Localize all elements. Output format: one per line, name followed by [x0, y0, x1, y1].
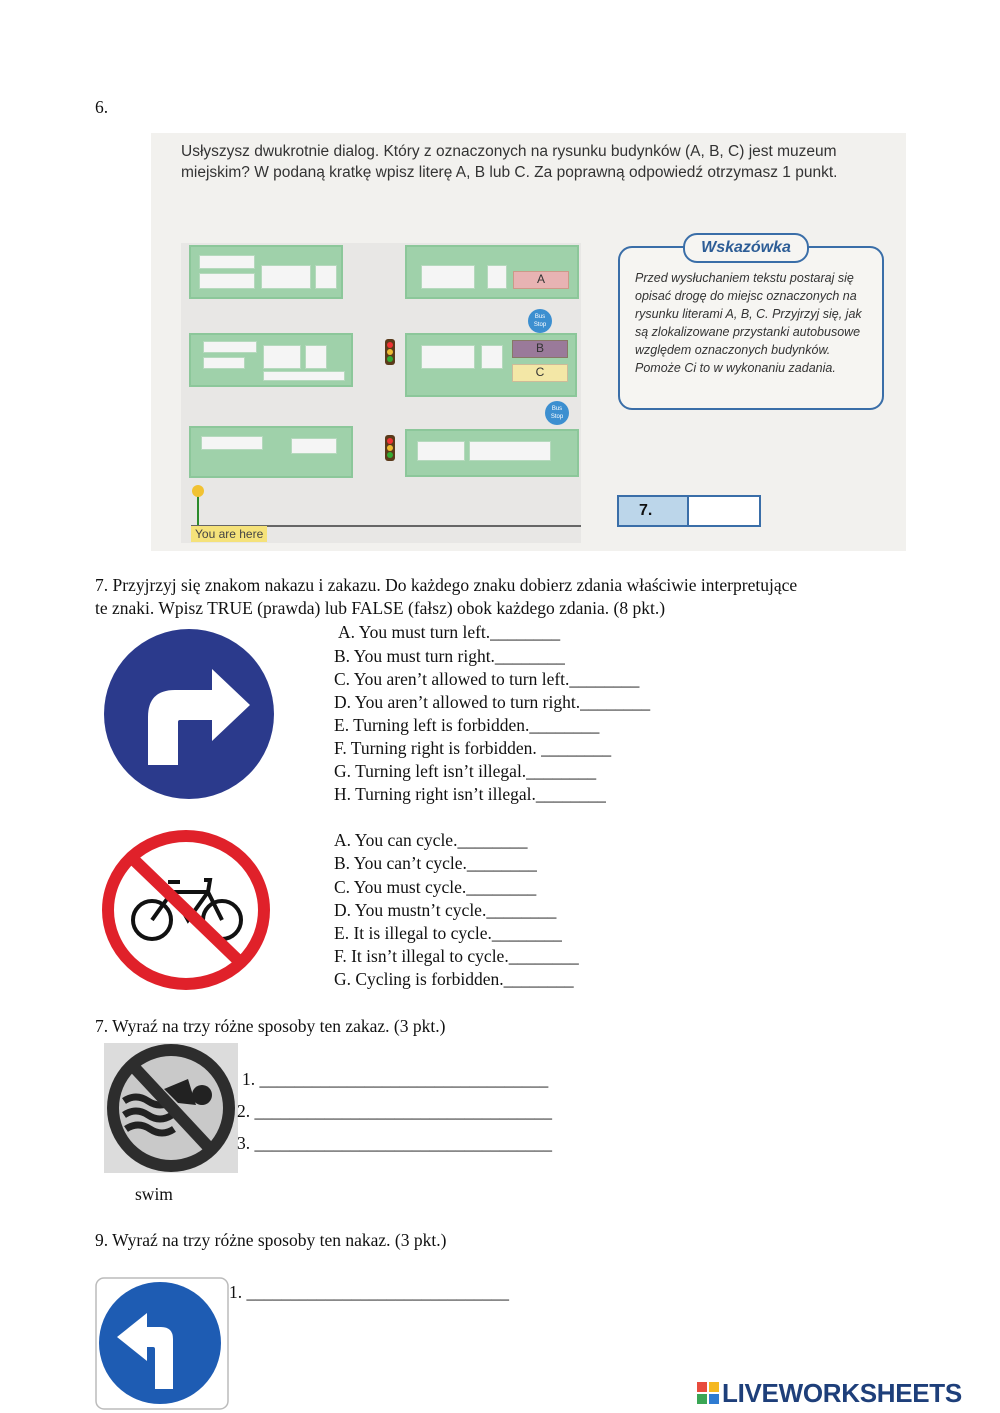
sentence[interactable]: H. Turning right isn’t illegal.________ — [334, 784, 606, 804]
liveworksheets-logo — [697, 1378, 962, 1409]
building-block — [189, 245, 343, 299]
answer-line-1[interactable]: 1. _________________________________ — [242, 1069, 549, 1089]
answer-line-2[interactable]: 2. __________________________________ — [237, 1101, 552, 1121]
sentence[interactable]: G. Cycling is forbidden.________ — [334, 969, 574, 989]
traffic-light-icon — [385, 339, 395, 365]
building-c-label: C — [512, 364, 568, 382]
question-9-instruction: 9. Wyraź na trzy różne sposoby ten nakaz. (3 pkt.) — [95, 1230, 447, 1250]
sentence[interactable]: F. It isn’t illegal to cycle.________ — [334, 946, 579, 966]
no-cycling-sign-icon — [100, 828, 272, 992]
no-swimming-sign-icon — [104, 1043, 238, 1173]
you-are-here-label: You are here — [191, 526, 267, 542]
question-7-instruction-line1: 7. Przyjrzyj się znakom nakazu i zakazu. Do każdego znaku dobierz zdania właściwie interpretujące — [95, 575, 798, 595]
hint-text: Przed wysłuchaniem tekstu postaraj się opisać drogę do miejsc oznaczonych na rysunku literami A, B, C. Przyjrzyj się, jak są zlokalizowane przystanki autobusowe względem oznaczonych budynków. Pomoże Ci to w wykonaniu zadania. — [635, 271, 862, 375]
logo-text: LIVEWORKSHEETS — [722, 1378, 962, 1408]
building-block — [405, 429, 579, 477]
turn-right-sign-icon — [100, 625, 278, 803]
sentence[interactable]: C. You must cycle.________ — [334, 877, 537, 897]
answer-line-3[interactable]: 3. __________________________________ — [237, 1133, 552, 1153]
sentence[interactable]: D. You aren’t allowed to turn right.________ — [334, 692, 651, 712]
building-b-label: B — [512, 340, 568, 358]
building-a-label: A — [513, 271, 569, 289]
sentence[interactable]: A. You must turn left.________ — [338, 622, 561, 642]
building-block — [189, 333, 353, 387]
logo-tiles-icon — [697, 1382, 719, 1404]
sentence[interactable]: B. You must turn right.________ — [334, 646, 565, 666]
question-8-instruction: 7. Wyraź na trzy różne sposoby ten zakaz. (3 pkt.) — [95, 1016, 446, 1036]
sentence[interactable]: E. It is illegal to cycle.________ — [334, 923, 562, 943]
map-exercise-photo — [151, 133, 906, 551]
sentence[interactable]: G. Turning left isn’t illegal.________ — [334, 761, 597, 781]
bus-stop-icon: Bus Stop — [545, 401, 569, 425]
hint-title: Wskazówka — [683, 233, 809, 263]
answer-box-number: 7. — [619, 497, 689, 525]
question-6-number: 6. — [95, 97, 109, 117]
building-block — [189, 426, 353, 478]
question-7-instruction-line2: te znaki. Wpisz TRUE (prawda) lub FALSE (fałsz) obok każdego zdania. (8 pkt.) — [95, 598, 666, 618]
answer-line-1[interactable]: 1. ______________________________ — [229, 1282, 509, 1302]
sentence[interactable]: C. You aren’t allowed to turn left.________ — [334, 669, 640, 689]
photo-instruction-text: Usłyszysz dwukrotnie dialog. Który z oznaczonych na rysunku budynków (A, B, C) jest muzeum miejskim? W podaną kratkę wpisz literę A, B lub C. Za poprawną odpowiedź otrzymasz 1 punkt. — [181, 143, 838, 181]
sentence[interactable]: E. Turning left is forbidden.________ — [334, 715, 600, 735]
start-marker-icon — [192, 485, 204, 497]
sentence[interactable]: B. You can’t cycle.________ — [334, 853, 537, 873]
bus-stop-icon: Bus Stop — [528, 309, 552, 333]
traffic-light-icon — [385, 435, 395, 461]
swim-caption: swim — [135, 1184, 173, 1204]
turn-left-sign-icon — [95, 1277, 229, 1410]
sentence[interactable]: D. You mustn’t cycle.________ — [334, 900, 557, 920]
sentence[interactable]: A. You can cycle.________ — [334, 830, 528, 850]
sentence[interactable]: F. Turning right is forbidden. ________ — [334, 738, 612, 758]
answer-box[interactable] — [617, 495, 761, 527]
